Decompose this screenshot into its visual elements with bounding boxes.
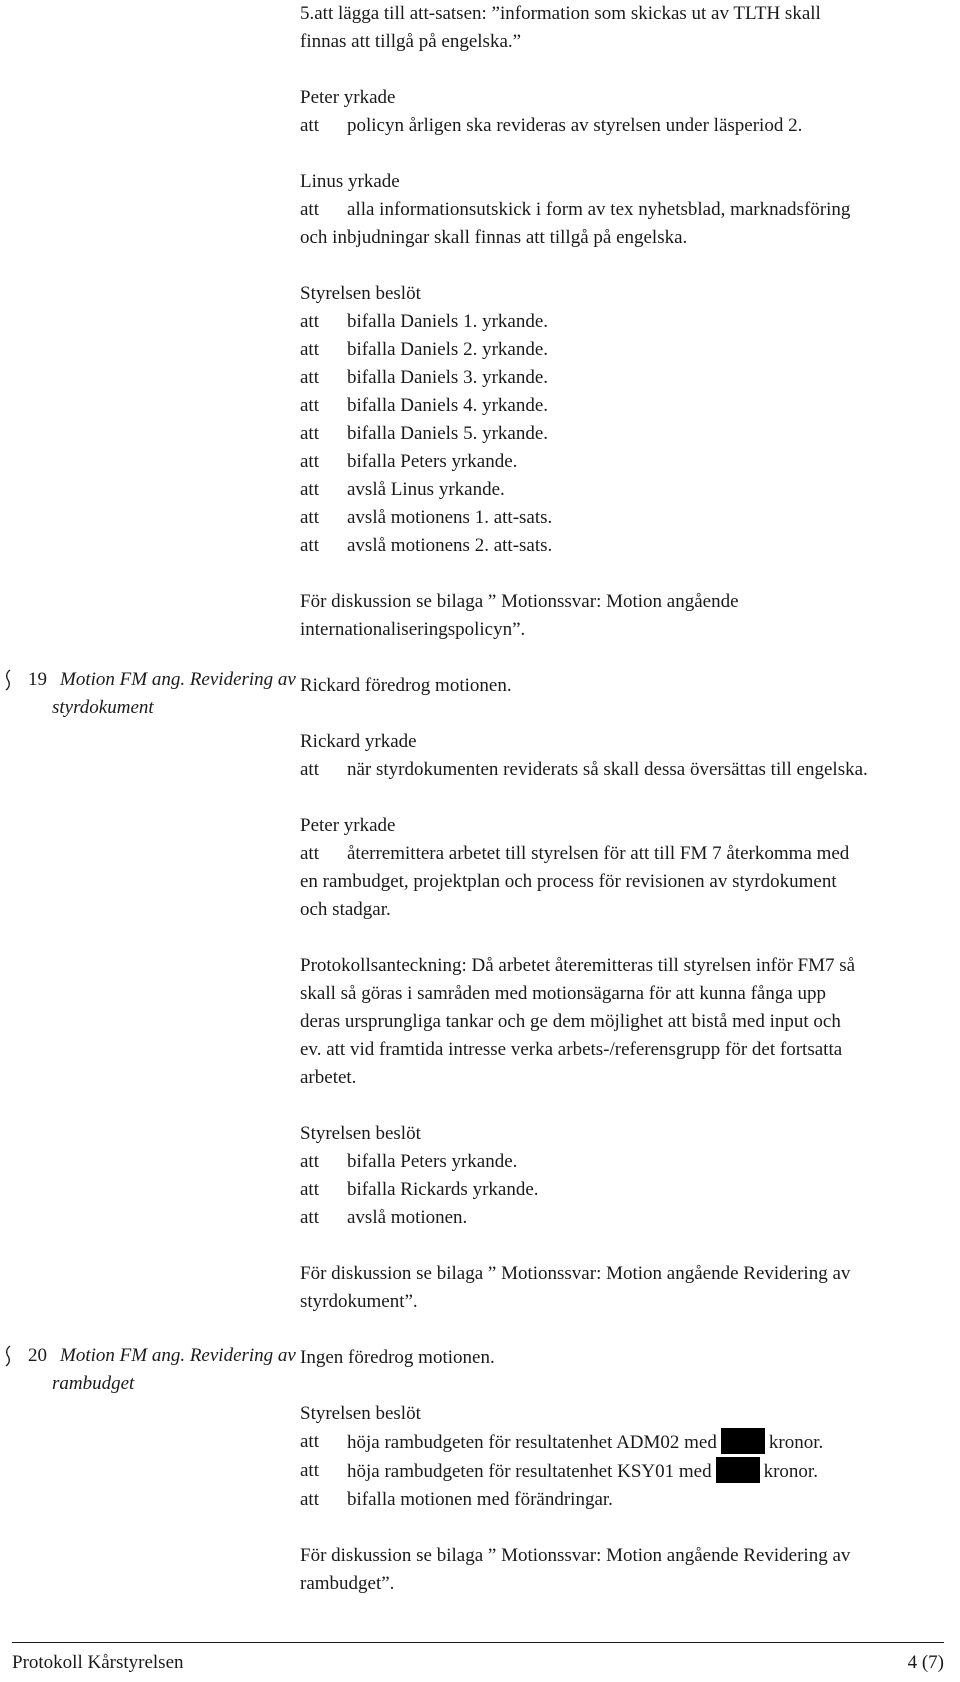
styrelsen-beslot-heading-2: Styrelsen beslöt [300,1123,421,1144]
item20-intro: Ingen föredrog motionen. [300,1347,495,1368]
styrelsen-beslot-heading-3: Styrelsen beslöt [300,1403,421,1424]
decision-text: avslå motionen. [347,1207,468,1228]
footer-document-title: Protokoll Kårstyrelsen [12,1652,184,1673]
footer-rule [12,1642,944,1643]
att-text: alla informationsutskick i form av tex nyhetsblad, marknadsföring [347,199,851,220]
decision-row [300,1148,950,1176]
discussion-reference-2-cont: styrdokument”. [300,1291,418,1312]
decision-text: avslå motionens 1. att-sats. [347,507,553,528]
decision-row [300,532,950,560]
linus-continuation: och inbjudningar skall finnas att tillgå på engelska. [300,227,688,248]
att-label: att [300,1179,319,1200]
item19-heading [12,666,296,722]
item19-intro: Rickard föredrog motionen. [300,675,512,696]
decision-text: bifalla Peters yrkande. [347,451,518,472]
decision-row [300,504,950,532]
att-label: att [300,115,319,136]
decision-text: bifalla Daniels 2. yrkande. [347,339,549,360]
decision-text: bifalla Daniels 1. yrkande. [347,311,549,332]
att-text: när styrdokumenten reviderats så skall dessa översättas till engelska. [347,759,868,780]
decision-text [347,1428,950,1457]
protocol-note-line: ev. att vid framtida intresse verka arbets-/referensgrupp för det fortsatta [300,1039,843,1060]
decision-row [300,448,950,476]
att-label: att [300,1460,319,1481]
discussion-reference-2: För diskussion se bilaga ” Motionssvar: Motion angående Revidering av [300,1263,851,1284]
decision-row [300,1204,950,1232]
item20-title: Motion FM ang. Revidering av [60,1345,296,1366]
section-marker-icon [4,669,12,691]
decision-row [300,1486,950,1514]
decision-text: avslå Linus yrkande. [347,479,505,500]
decision-row [300,1176,950,1204]
decision-text: bifalla Daniels 4. yrkande. [347,395,549,416]
decision-text: bifalla Daniels 5. yrkande. [347,423,549,444]
att-label: att [300,479,319,500]
decision-row [300,420,950,448]
page-footer [12,1650,944,1676]
decision-text-a: höja rambudgeten för resultatenhet ADM02 med [347,1432,717,1453]
decision-text: bifalla Peters yrkande. [347,1151,518,1172]
top-text-line-1: 5.att lägga till att-satsen: ”information som skickas ut av TLTH skall [300,3,821,24]
peter-att-row-2 [300,840,950,868]
decision-text-b: kronor. [763,1461,818,1482]
att-label: att [300,423,319,444]
protocol-note-line: Protokollsanteckning: Då arbetet återemitteras till styrelsen inför FM7 så [300,955,856,976]
att-label: att [300,843,319,864]
redacted-amount [721,1428,765,1454]
att-label: att [300,395,319,416]
protocol-note-line: skall så göras i samråden med motionsägarna för att kunna fånga upp [300,983,827,1004]
att-text: policyn årligen ska revideras av styrelsen under läsperiod 2. [347,115,803,136]
decision-row [300,1428,950,1457]
decision-row [300,336,950,364]
att-label: att [300,535,319,556]
item19-title: Motion FM ang. Revidering av [60,669,296,690]
decision-text: avslå motionens 2. att-sats. [347,535,553,556]
peter-continuation-1: en rambudget, projektplan och process för revisionen av styrdokument [300,871,837,892]
rickard-att-row [300,756,950,784]
linus-yrkade-heading: Linus yrkade [300,171,400,192]
att-label: att [300,1207,319,1228]
decision-row [300,392,950,420]
att-label: att [300,759,319,780]
item19-number: 19 [28,669,47,690]
decision-row [300,476,950,504]
decision-row [300,364,950,392]
peter-continuation-2: och stadgar. [300,899,391,920]
item20-heading [12,1342,296,1398]
att-label: att [300,311,319,332]
item20-number: 20 [28,1345,47,1366]
section-marker-icon [4,1345,12,1367]
protocol-note-line: arbetet. [300,1067,357,1088]
peter-att-row [300,112,950,140]
item20-title-cont: rambudget [52,1373,135,1394]
redacted-amount [716,1457,760,1483]
decision-text: bifalla motionen med förändringar. [347,1489,613,1510]
att-label: att [300,1489,319,1510]
discussion-reference-cont: internationaliseringspolicyn”. [300,619,526,640]
discussion-reference: För diskussion se bilaga ” Motionssvar: Motion angående [300,591,739,612]
att-label: att [300,199,319,220]
att-label: att [300,507,319,528]
att-label: att [300,451,319,472]
footer-page-number: 4 (7) [907,1652,944,1673]
peter-yrkade-heading: Peter yrkade [300,87,396,108]
main-column [300,0,950,1598]
decision-text-a: höja rambudgeten för resultatenhet KSY01 med [347,1461,712,1482]
top-text-line-2: finnas att tillgå på engelska.” [300,31,522,52]
styrelsen-beslot-heading: Styrelsen beslöt [300,283,421,304]
att-label: att [300,1151,319,1172]
decision-text: bifalla Rickards yrkande. [347,1179,539,1200]
discussion-reference-3-cont: rambudget”. [300,1573,395,1594]
att-label: att [300,1431,319,1452]
att-label: att [300,367,319,388]
decision-row [300,308,950,336]
peter-yrkade-heading-2: Peter yrkade [300,815,396,836]
linus-att-row [300,196,950,224]
decision-row [300,1457,950,1486]
decision-text: bifalla Daniels 3. yrkande. [347,367,549,388]
item19-title-cont: styrdokument [52,697,154,718]
decision-text-b: kronor. [768,1432,824,1453]
rickard-yrkade-heading: Rickard yrkade [300,731,417,752]
decision-text [347,1457,950,1486]
att-text: återremittera arbetet till styrelsen för att till FM 7 återkomma med [347,843,850,864]
discussion-reference-3: För diskussion se bilaga ” Motionssvar: Motion angående Revidering av [300,1545,851,1566]
protocol-note-line: deras ursprungliga tankar och ge dem möjlighet att bistå med input och [300,1011,841,1032]
att-label: att [300,339,319,360]
